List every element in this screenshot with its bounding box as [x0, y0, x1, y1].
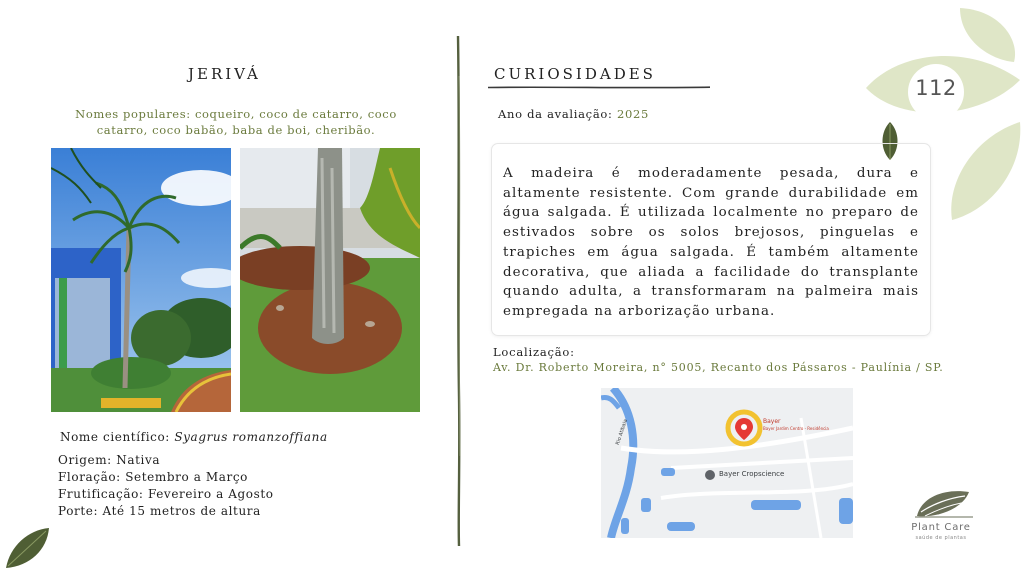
curiosities-title: CURIOSIDADES: [494, 65, 656, 83]
page-number: 112: [915, 76, 957, 100]
leaf-icon-bottom: [2, 526, 52, 572]
vertical-divider: [452, 36, 466, 546]
palm-photo: [51, 148, 231, 412]
map-pin-sublabel: Bayer Jardim Centro - Residência: [763, 426, 829, 431]
popular-names-label: Nomes populares:: [75, 107, 191, 121]
scientific-name-value: Syagrus romanzoffiana: [174, 430, 328, 444]
title-underline: [488, 86, 710, 89]
map-road-label: Rio Atibaia: [615, 418, 630, 446]
trunk-photo: [240, 148, 420, 412]
map-pin-label: Bayer: [763, 418, 781, 425]
scientific-name-label: Nome científico:: [60, 430, 170, 444]
curiosity-box: [491, 143, 931, 336]
brand-leaf-icon: [903, 486, 979, 520]
location-address: Av. Dr. Roberto Moreira, n° 5005, Recanto dos Pássaros - Paulínia / SP.: [493, 361, 944, 374]
scientific-name: [60, 430, 328, 444]
brand-name: Plant Care: [911, 522, 971, 533]
location-label: Localização:: [493, 345, 575, 359]
popular-names-value: coqueiro, coco de catarro, coco catarro, coco babão, baba de boi, cheribão.: [96, 107, 397, 137]
size: Porte: Até 15 metros de altura: [58, 504, 261, 518]
location-map[interactable]: [601, 388, 853, 538]
curiosity-text: A madeira é moderadamente pesada, dura e altamente resistente. Com grande durabilidade em água salgada. É utilizada localmente no preparo de estivados sobre os solos brejosos, pinguelas e trapiches em água salgada. É também altamente decorativa, que aliada a facilidade do transplante quando adulta, a transformaram na palmeira mais empregada na arborização urbana.: [503, 166, 919, 319]
flowering: Floração: Setembro a Março: [58, 470, 249, 484]
year-value: 2025: [616, 107, 650, 121]
origin: Origem: Nativa: [58, 453, 161, 467]
plant-title: JERIVÁ: [188, 65, 261, 83]
evaluation-year: [498, 107, 649, 121]
year-label: Ano da avaliação:: [498, 107, 613, 121]
popular-names: [56, 106, 416, 138]
map-place-label: Bayer Cropscience: [719, 470, 785, 478]
brand-tagline: saúde de plantas: [915, 535, 967, 541]
fruiting: Frutificação: Fevereiro a Agosto: [58, 487, 274, 501]
brand-logo: [903, 486, 979, 541]
